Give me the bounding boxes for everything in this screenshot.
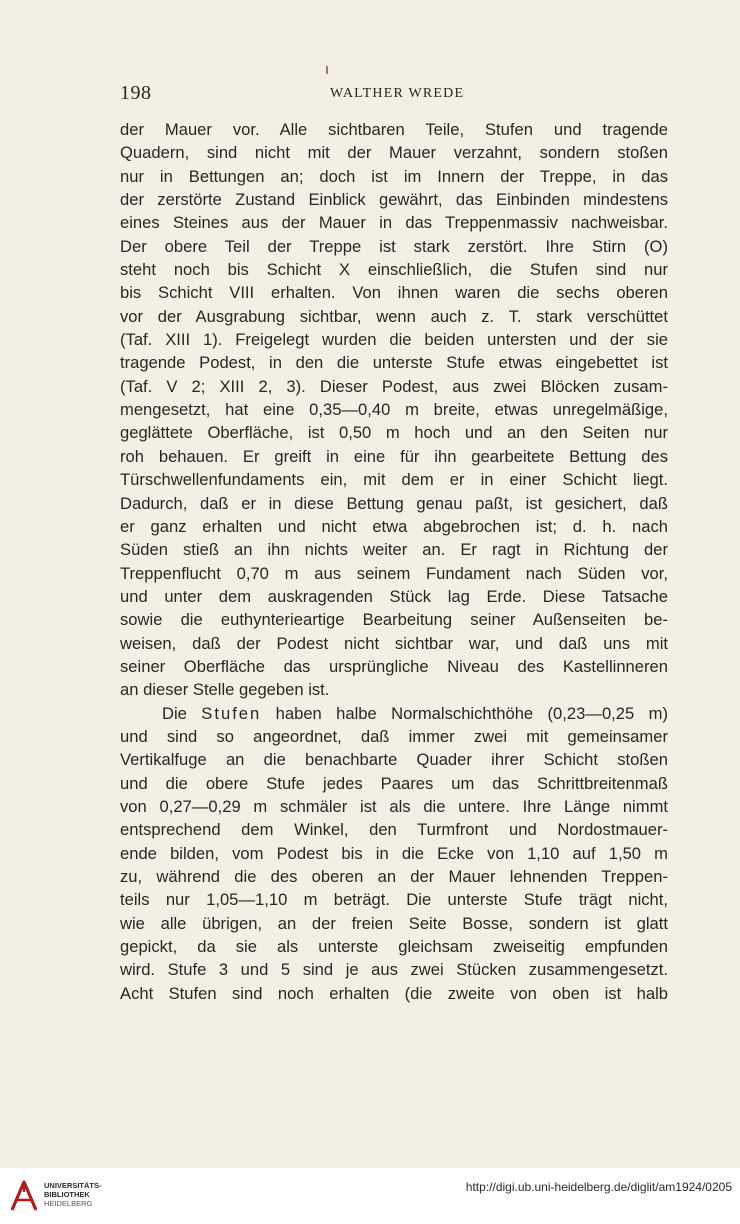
text-line: wie alle übrigen, an der freien Seite Bosse, sondern ist glatt	[120, 913, 668, 933]
spaced-term: Stufen	[201, 703, 262, 723]
text-line: an dieser Stelle gegeben ist.	[120, 680, 330, 700]
text-line: und die obere Stufe jedes Paares um das Schrittbreitenmaß	[120, 773, 668, 793]
text-line: weisen, daß der Podest nicht sichtbar war, und daß uns mit	[120, 633, 668, 653]
text-line: ende bilden, vom Podest bis in die Ecke von 1,10 auf 1,50 m	[120, 843, 668, 863]
text-line: eines Steines aus der Mauer in das Treppenmassiv nachweisbar.	[120, 213, 668, 233]
page-mark	[326, 66, 328, 74]
text-line: (Taf. V 2; XIII 2, 3). Dieser Podest, aus zwei Blöcken zusam-	[120, 376, 668, 396]
body-text	[120, 118, 668, 1005]
library-name-line-3: HEIDELBERG	[44, 1199, 93, 1208]
text-line: roh behauen. Er greift in eine für ihn gearbeitete Bettung des	[120, 446, 668, 466]
text-line: und sind so angeordnet, daß immer zwei mit gemeinsamer	[120, 726, 668, 746]
text-line: Süden stieß an ihn nichts weiter an. Er ragt in Richtung der	[120, 540, 668, 560]
text-line: Dadurch, daß er in diese Bettung genau paßt, ist gesichert, daß	[120, 493, 668, 513]
source-url-link[interactable]: http://digi.ub.uni-heidelberg.de/diglit/am1924/0205	[465, 1180, 732, 1194]
text-line: teils nur 1,05—1,10 m beträgt. Die unterste Stufe trägt nicht,	[120, 890, 668, 910]
text-line: mengesetzt, hat eine 0,35—0,40 m breite, etwas unregelmäßige,	[120, 400, 668, 420]
text-line: wird. Stufe 3 und 5 sind je aus zwei Stücken zusammengesetzt.	[120, 960, 668, 980]
library-name-line-2: BIBLIOTHEK	[44, 1190, 90, 1199]
text-line: geglättete Oberfläche, ist 0,50 m hoch und an den Seiten nur	[120, 423, 668, 443]
running-head: WALTHER WREDE	[330, 86, 465, 101]
text-line: sowie die euthynterieartige Bearbeitung seiner Außenseiten be-	[120, 610, 668, 630]
page-header	[120, 82, 668, 108]
text-line: tragende Podest, in den die unterste Stufe etwas eingebettet ist	[120, 353, 668, 373]
text-line: der zerstörte Zustand Einblick gewährt, das Einbinden mindestens	[120, 190, 668, 210]
text-line	[120, 702, 668, 725]
text-line: (Taf. XIII 1). Freigelegt wurden die beiden untersten und der sie	[120, 330, 668, 350]
footer-bar	[0, 1168, 740, 1224]
library-name	[44, 1181, 102, 1208]
text-line: Der obere Teil der Treppe ist stark zerstört. Ihre Stirn (O)	[120, 236, 668, 256]
text-line: nur in Bettungen an; doch ist im Innern der Treppe, in das	[120, 166, 668, 186]
library-name-line-1: UNIVERSITÄTS-	[44, 1181, 102, 1190]
text-line: steht noch bis Schicht X einschließlich, die Stufen sind nur	[120, 260, 668, 280]
paragraph-2-first-word: Die	[162, 703, 187, 723]
text-line: und unter dem auskragenden Stück lag Erde. Diese Tatsache	[120, 586, 668, 606]
text-line: Acht Stufen sind noch erhalten (die zweite von oben ist halb	[120, 983, 668, 1003]
text-line: seiner Oberfläche das ursprüngliche Niveau des Kastellinneren	[120, 656, 668, 676]
paragraph-2	[120, 702, 668, 1005]
paragraph-2-first-rest: haben halbe Normalschichthöhe (0,23—0,25 m)	[275, 703, 668, 723]
text-line: entsprechend dem Winkel, den Turmfront und Nordostmauer-	[120, 820, 668, 840]
page-number: 198	[120, 82, 152, 104]
text-line: Türschwellenfundaments ein, mit dem er in einer Schicht liegt.	[120, 470, 668, 490]
library-logo-icon	[8, 1176, 40, 1214]
text-line: Quadern, sind nicht mit der Mauer verzahnt, sondern stoßen	[120, 143, 668, 163]
text-line: von 0,27—0,29 m schmäler ist als die untere. Ihre Länge nimmt	[120, 796, 668, 816]
text-line: gepickt, da sie als unterste gleichsam zweiseitig empfunden	[120, 937, 668, 957]
paragraph-1	[120, 118, 668, 702]
text-line: er ganz erhalten und nicht etwa abgebrochen ist; d. h. nach	[120, 516, 668, 536]
text-line: vor der Ausgrabung sichtbar, wenn auch z. T. stark verschüttet	[120, 306, 668, 326]
text-line: Vertikalfuge an die benachbarte Quader ihrer Schicht stoßen	[120, 750, 668, 770]
text-line: zu, während die des oberen an der Mauer lehnenden Treppen-	[120, 867, 668, 886]
text-line: der Mauer vor. Alle sichtbaren Teile, Stufen und tragende	[120, 120, 668, 139]
text-line: bis Schicht VIII erhalten. Von ihnen waren die sechs oberen	[120, 283, 668, 303]
text-line: Treppenflucht 0,70 m aus seinem Fundament nach Süden vor,	[120, 563, 668, 583]
